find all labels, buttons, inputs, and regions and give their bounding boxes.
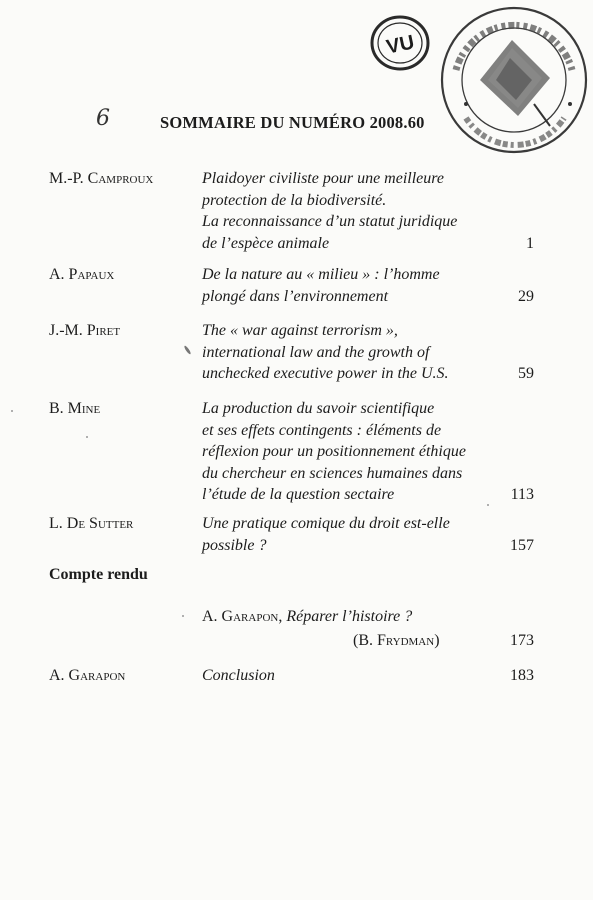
vu-stamp	[369, 14, 431, 72]
reviewer-close-paren: )	[434, 632, 440, 649]
entry-title	[202, 513, 450, 556]
entry-page-number: 1	[526, 234, 534, 252]
entry-title-line: Une pratique comique du droit est-elle	[202, 515, 450, 532]
entry-title-line: possible ?	[202, 536, 267, 554]
page-title: SOMMAIRE DU NUMÉRO 2008.60	[160, 113, 425, 132]
entry-title-line: Plaidoyer civiliste pour une meilleure	[202, 170, 445, 187]
review-separator: ,	[278, 608, 287, 625]
entry-title-line: de l’espèce animale	[202, 234, 330, 252]
handwritten-mark: 6	[96, 106, 110, 131]
vu-stamp-text: VU	[384, 31, 417, 59]
review-reference	[202, 605, 412, 629]
entry-page-number: 113	[510, 486, 534, 503]
scan-mark	[183, 345, 191, 355]
entry-author: J.-M. Piret	[49, 322, 121, 339]
entry-title	[202, 168, 457, 254]
entry-title-line: l’étude de la question sectaire	[202, 486, 395, 503]
entry-author: L. De Sutter	[49, 515, 134, 532]
entry-title-line: The « war against terrorism »,	[202, 322, 398, 339]
section-heading: Compte rendu	[49, 566, 148, 583]
entry-author: B. Mine	[49, 400, 101, 417]
entry-title	[202, 320, 449, 385]
entry-author: A. Papaux	[49, 266, 115, 283]
entry-title-line: La reconnaissance d’un statut juridique	[202, 213, 458, 230]
entry-page-number: 29	[518, 287, 534, 305]
entry-title	[202, 665, 275, 687]
scan-speck	[86, 436, 88, 438]
reviewer-name: B. Frydman	[358, 632, 435, 649]
entry-title-line: protection de la biodiversité.	[202, 191, 387, 209]
entry-title-line: unchecked executive power in the U.S.	[202, 365, 449, 382]
entry-title-line: international law and the growth of	[202, 343, 430, 361]
entry-page-number: 59	[518, 365, 534, 382]
entry-author: M.-P. Camproux	[49, 170, 154, 187]
library-seal-stamp	[426, 0, 593, 170]
entry-title-line: réflexion pour un positionnement éthique	[202, 443, 466, 460]
entry-title-line: plongé dans l’environnement	[202, 287, 389, 305]
entry-title	[202, 264, 440, 307]
review-book-author: A. Garapon	[202, 608, 279, 625]
entry-title-line: et ses effets contingents : éléments de	[202, 421, 442, 439]
entry-title-line: De la nature au « milieu » : l’homme	[202, 266, 440, 283]
entry-title-line: La production du savoir scientifique	[202, 400, 435, 417]
entry-title	[202, 398, 466, 506]
review-page-number: 173	[510, 632, 534, 649]
reviewer-open-paren: (	[353, 632, 359, 649]
entry-title-line: du chercheur en sciences humaines dans	[202, 464, 463, 482]
reviewer	[353, 629, 440, 653]
scan-speck	[11, 410, 13, 412]
entry-page-number: 157	[510, 536, 534, 554]
review-book-title: Réparer l’histoire ?	[286, 608, 413, 625]
entry-page-number: 183	[510, 667, 534, 684]
entry-author: A. Garapon	[49, 667, 126, 684]
scan-speck	[182, 615, 184, 617]
entry-title-line: Conclusion	[202, 667, 275, 684]
scan-speck	[487, 504, 489, 506]
